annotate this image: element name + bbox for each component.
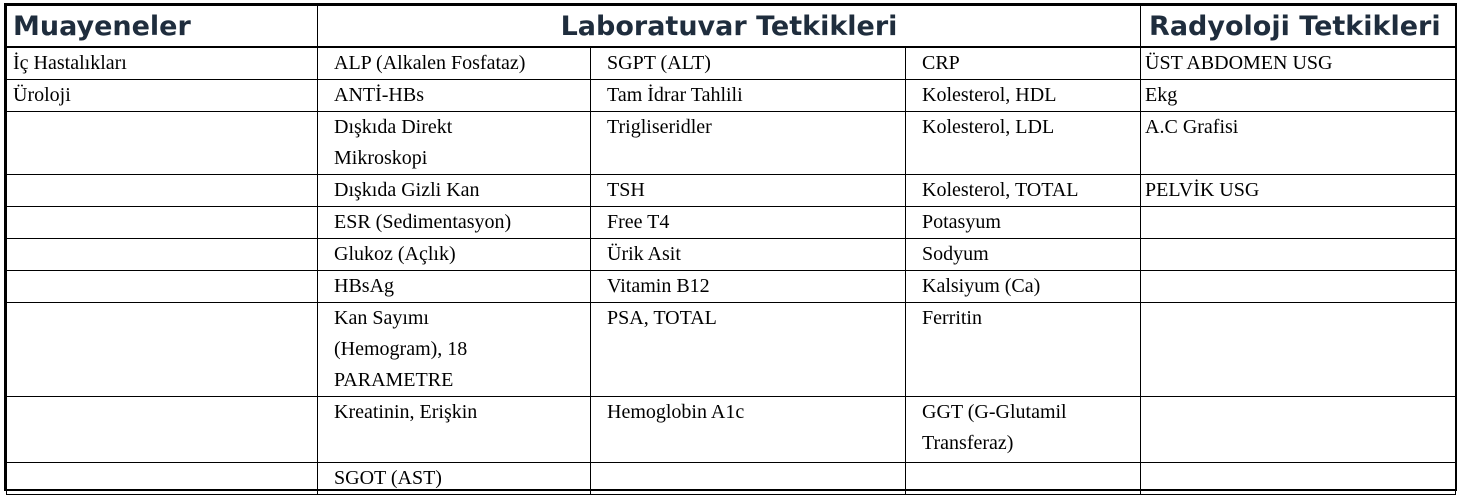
- table-row: [7, 47, 1456, 80]
- cell-lab: Potasyum: [906, 207, 1141, 239]
- cell-lab: PSA, TOTAL: [591, 303, 906, 397]
- cell-muayene: [7, 303, 318, 397]
- cell-muayene: [7, 112, 318, 175]
- header-row: [7, 6, 1456, 48]
- cell-muayene: [7, 239, 318, 271]
- cell-lab: Ferritin: [906, 303, 1141, 397]
- cell-lab: Kalsiyum (Ca): [906, 271, 1141, 303]
- table-row: [7, 239, 1456, 271]
- cell-radyoloji: [1141, 239, 1456, 271]
- cell-muayene: [7, 271, 318, 303]
- cell-lab: Kan Sayımı (Hemogram), 18 PARAMETRE: [318, 303, 591, 397]
- cell-lab: Ürik Asit: [591, 239, 906, 271]
- table-row: [7, 80, 1456, 112]
- cell-lab: [906, 463, 1141, 495]
- test-table: [6, 5, 1456, 495]
- cell-lab: GGT (G-Glutamil Transferaz): [906, 397, 1141, 463]
- table-row: [7, 271, 1456, 303]
- cell-lab: Hemoglobin A1c: [591, 397, 906, 463]
- cell-lab: Kolesterol, TOTAL: [906, 175, 1141, 207]
- cell-radyoloji: PELVİK USG: [1141, 175, 1456, 207]
- cell-radyoloji: [1141, 397, 1456, 463]
- header-radyoloji-tetkikleri: Radyoloji Tetkikleri: [1141, 6, 1456, 48]
- cell-lab: Vitamin B12: [591, 271, 906, 303]
- cell-lab: ESR (Sedimentasyon): [318, 207, 591, 239]
- cell-muayene: İç Hastalıkları: [7, 47, 318, 80]
- table-row: [7, 207, 1456, 239]
- cell-radyoloji: A.C Grafisi: [1141, 112, 1456, 175]
- cell-lab: Kolesterol, HDL: [906, 80, 1141, 112]
- cell-lab: Glukoz (Açlık): [318, 239, 591, 271]
- cell-lab: Free T4: [591, 207, 906, 239]
- cell-lab: Sodyum: [906, 239, 1141, 271]
- cell-lab: HBsAg: [318, 271, 591, 303]
- table-row: [7, 463, 1456, 495]
- cell-lab: CRP: [906, 47, 1141, 80]
- cell-lab: Kolesterol, LDL: [906, 112, 1141, 175]
- cell-lab: Kreatinin, Erişkin: [318, 397, 591, 463]
- test-table-sheet: [4, 3, 1457, 491]
- cell-lab: ANTİ-HBs: [318, 80, 591, 112]
- header-laboratuvar-tetkikleri: Laboratuvar Tetkikleri: [318, 6, 1141, 48]
- cell-lab: TSH: [591, 175, 906, 207]
- cell-lab: Dışkıda Direkt Mikroskopi: [318, 112, 591, 175]
- cell-radyoloji: Ekg: [1141, 80, 1456, 112]
- cell-lab: SGOT (AST): [318, 463, 591, 495]
- table-row: [7, 303, 1456, 397]
- cell-muayene: [7, 207, 318, 239]
- table-row: [7, 397, 1456, 463]
- cell-muayene: Üroloji: [7, 80, 318, 112]
- cell-lab: Dışkıda Gizli Kan: [318, 175, 591, 207]
- cell-muayene: [7, 175, 318, 207]
- cell-radyoloji: [1141, 303, 1456, 397]
- cell-radyoloji: [1141, 271, 1456, 303]
- cell-radyoloji: [1141, 463, 1456, 495]
- cell-lab: Tam İdrar Tahlili: [591, 80, 906, 112]
- cell-radyoloji: ÜST ABDOMEN USG: [1141, 47, 1456, 80]
- cell-lab: [591, 463, 906, 495]
- table-row: [7, 175, 1456, 207]
- cell-muayene: [7, 463, 318, 495]
- cell-lab: SGPT (ALT): [591, 47, 906, 80]
- cell-muayene: [7, 397, 318, 463]
- table-row: [7, 112, 1456, 175]
- header-muayeneler: Muayeneler: [7, 6, 318, 48]
- cell-radyoloji: [1141, 207, 1456, 239]
- cell-lab: Trigliseridler: [591, 112, 906, 175]
- cell-lab: ALP (Alkalen Fosfataz): [318, 47, 591, 80]
